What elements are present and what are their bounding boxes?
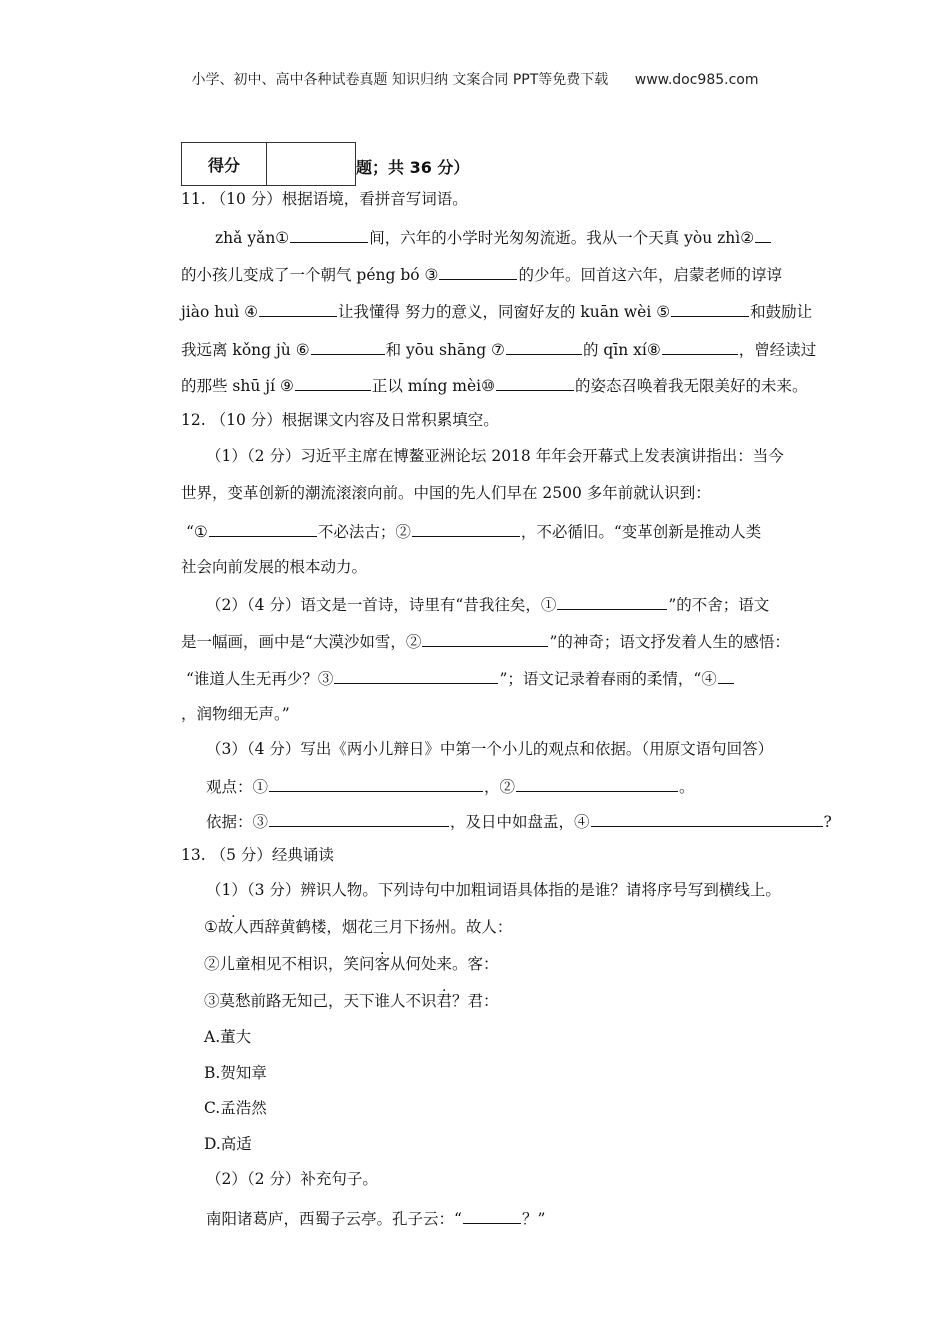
header-text: 小学、初中、高中各种试卷真题 知识归纳 文案合同 PPT等免费下载 <box>191 72 609 88</box>
q13-text: 南阳诸葛庐，西蜀子云亭。孔子云：“ <box>206 1210 462 1228</box>
q13-text: ？” <box>521 1210 546 1228</box>
q11-text: 的姿态召唤着我无限美好的未来。 <box>575 377 808 395</box>
q13-p1: （1）（3 分）辨识人物。下列诗句中加粗词语具体指的是谁？请将序号写到横线上。 <box>206 881 781 899</box>
q11-text: 间，六年的小学时光匆匆流逝。我从一个天真 yòu zhì② <box>369 229 755 247</box>
q11-text: 的那些 shū jí ⑨ <box>181 377 294 395</box>
q12-text: 依据：③ <box>206 813 269 831</box>
q11-line2 <box>181 263 782 285</box>
q12-p2-line3 <box>186 667 735 689</box>
q11-text: 和鼓励让 <box>750 303 813 321</box>
answer-blank-10[interactable] <box>496 374 574 391</box>
q13-item-1 <box>204 917 512 937</box>
q11-text: 的少年。回首这六年，启蒙老师的谆谆 <box>518 266 782 284</box>
q13-item-2 <box>204 954 499 974</box>
option-c[interactable]: C.孟浩然 <box>204 1099 267 1117</box>
q13-text: 从何处来。客： <box>390 955 499 973</box>
q12-text: ，不必循旧。“变革创新是推动人类 <box>520 523 762 541</box>
answer-blank-3[interactable] <box>439 263 517 280</box>
score-box <box>181 142 356 186</box>
q12-text: （2）（4 分）语文是一首诗，诗里有“昔我往矣，① <box>206 596 557 614</box>
answer-blank-7[interactable] <box>506 338 582 355</box>
emphasized-word: 故人 <box>217 918 249 936</box>
q12-p1-line2: 世界，变革创新的潮流滚滚向前。中国的先人们早在 2500 多年前就认识到： <box>181 484 711 502</box>
q13-p2-line <box>206 1207 545 1229</box>
q13-p2: （2）（2 分）补充句子。 <box>206 1170 378 1188</box>
q11-text: 的 qīn xí⑧ <box>582 341 661 359</box>
q13-text: ？君： <box>452 992 499 1010</box>
q12-text: 。 <box>679 778 695 796</box>
q11-title: 11. （10 分）根据语境，看拼音写词语。 <box>181 190 468 208</box>
q13-item-3 <box>204 991 499 1011</box>
q12-text: 是一幅画，画中是“大漠沙如雪，② <box>181 633 422 651</box>
q12-title: 12. （10 分）根据课文内容及日常积累填空。 <box>181 411 499 429</box>
q12-p2-line2 <box>181 630 790 652</box>
q12-p3-line3 <box>206 810 832 832</box>
header-url[interactable]: www.doc985.com <box>634 72 759 88</box>
q11-text: 让我懂得 努力的意义，同窗好友的 kuān wèi ⑤ <box>338 303 671 321</box>
answer-blank[interactable] <box>718 667 734 684</box>
answer-blank[interactable] <box>557 593 667 610</box>
q12-text: 不必法古；② <box>317 523 411 541</box>
q12-p3-line2 <box>206 775 695 797</box>
q12-text: ，及日中如盘盂，④ <box>450 813 590 831</box>
q12-p3-line1: （3）（4 分）写出《两小儿辩日》中第一个小儿的观点和依据。（用原文语句回答） <box>206 740 774 758</box>
option-b[interactable]: B.贺知章 <box>204 1064 267 1082</box>
option-a[interactable]: A.董大 <box>204 1028 252 1046</box>
q13-text: 西辞黄鹤楼，烟花三月下扬州。故人： <box>248 918 513 936</box>
q12-p1-line3 <box>186 520 761 542</box>
q12-text: “谁道人生无再少？③ <box>186 670 334 688</box>
answer-blank-2[interactable] <box>755 226 771 243</box>
answer-blank[interactable] <box>422 630 548 647</box>
answer-blank[interactable] <box>463 1207 521 1224</box>
answer-blank[interactable] <box>269 810 449 827</box>
q11-text: 的小孩儿变成了一个朝气 péng bó ③ <box>181 266 439 284</box>
score-value[interactable] <box>267 143 356 186</box>
emphasized-word: 客 <box>374 955 391 973</box>
q12-text: ? <box>823 813 832 831</box>
answer-blank-8[interactable] <box>662 338 738 355</box>
q13-text: ②儿童相见不相识，笑问 <box>204 955 375 973</box>
answer-blank-1[interactable] <box>290 226 368 243</box>
q11-line4 <box>181 338 816 360</box>
q12-text: ”的神奇；语文抒发着人生的感悟： <box>549 633 790 651</box>
q12-p2-line4: ，润物细无声。” <box>181 705 290 723</box>
answer-blank[interactable] <box>269 775 483 792</box>
q11-text: ，曾经读过 <box>738 341 817 359</box>
q11-text: jiào huì ④ <box>181 303 259 321</box>
q13-text: ③莫愁前路无知己，天下谁人不识 <box>204 992 437 1010</box>
q11-text: 和 yōu shāng ⑦ <box>385 341 505 359</box>
q12-text: ”；语文记录着春雨的柔情，“④ <box>499 670 717 688</box>
q11-line1 <box>215 226 772 248</box>
answer-blank-4[interactable] <box>259 300 337 317</box>
answer-blank[interactable] <box>334 667 498 684</box>
answer-blank[interactable] <box>209 520 317 537</box>
q13-title: 13. （5 分）经典诵读 <box>181 846 334 864</box>
answer-blank-6[interactable] <box>311 338 385 355</box>
q12-text: 观点：① <box>206 778 269 796</box>
q11-text: 我远离 kǒng jù ⑥ <box>181 341 310 359</box>
answer-blank[interactable] <box>412 520 520 537</box>
answer-blank-9[interactable] <box>295 374 371 391</box>
q12-p2-line1 <box>206 593 769 615</box>
q11-line3 <box>181 300 812 322</box>
q12-p1-line4: 社会向前发展的根本动力。 <box>181 558 368 576</box>
q11-text: zhǎ yǎn① <box>215 229 290 247</box>
q12-text: ”的不舍；语文 <box>668 596 770 614</box>
q12-text: “① <box>186 523 208 541</box>
page-header <box>0 69 950 89</box>
emphasized-word: 君 <box>436 992 453 1010</box>
answer-blank[interactable] <box>516 775 678 792</box>
q12-text: ，② <box>484 778 516 796</box>
score-label: 得分 <box>182 143 267 186</box>
answer-blank-5[interactable] <box>671 300 749 317</box>
section-title: 题；共 36 分） <box>356 158 470 177</box>
q13-text: ① <box>204 918 218 936</box>
q11-line5 <box>181 374 808 396</box>
q12-p1-line1: （1）（2 分）习近平主席在博鳌亚洲论坛 2018 年年会开幕式上发表演讲指出：当今 <box>206 447 784 465</box>
answer-blank[interactable] <box>591 810 823 827</box>
q11-text: 正以 míng mèi⑩ <box>371 377 496 395</box>
option-d[interactable]: D.高适 <box>204 1135 252 1153</box>
